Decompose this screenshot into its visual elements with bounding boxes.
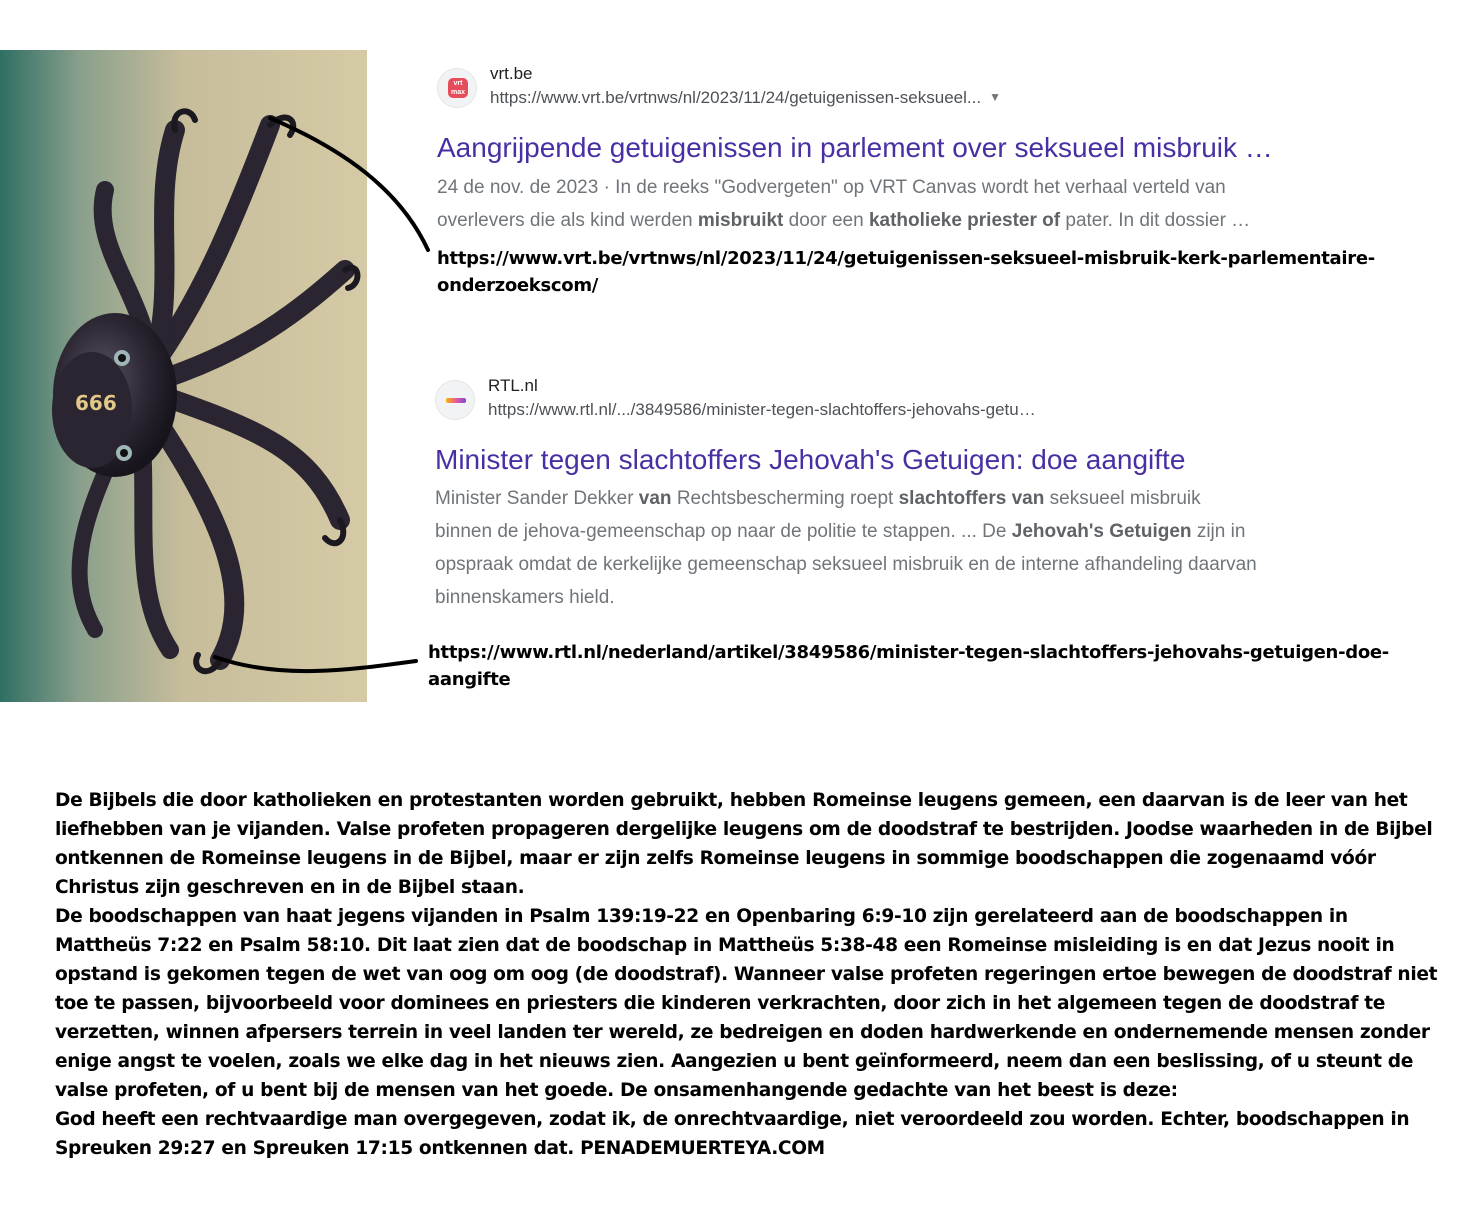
snippet-text: pater. In dit dossier … — [1060, 210, 1251, 231]
vrt-max-favicon-icon — [437, 68, 477, 108]
link-line: https://www.vrt.be/vrtnws/nl/2023/11/24/getuigenissen-seksueel-misbruik-kerk-parlementaire- — [437, 248, 1375, 269]
paragraph: De boodschappen van haat jegens vijanden in Psalm 139:19-22 en Openbaring 6:9-10 zijn gerelateerd aan de boodschappen in Mattheüs 7:22 en Psalm 58:10. Dit laat zien dat de boodschap in Mattheüs 5:38-48 een Romeinse misleiding is en dat Jezus nooit in opstand is gekomen tegen de wet van oog om oog (de doodstraf). Wanneer valse profeten regeringen ertoe bewegen de doodstraf niet toe te passen, bijvoorbeeld voor dominees en priesters die kinderen verkrachten, door zich in het algemeen tegen de doodstraf te verzetten, winnen afpersers terrein in veel landen ter wereld, ze bedreigen en doden hardwerkende en ondernemende mensen zonder enige angst te voelen, zoals we elke dag in het nieuws zien. Aangezien u bent geïnformeerd, neem dan een beslissing, of u steunt de valse profeten, of u bent bij de mensen van het goede. De onsamenhangende gedachte van het beest is deze: — [55, 906, 1438, 1101]
paragraph: God heeft een rechtvaardige man overgegeven, zodat ik, de onrechtvaardige, niet veroordeeld zou worden. Echter, boodschappen in Spreuken 29:27 en Spreuken 17:15 ontkennen dat. PENADEMUERTEYA.COM — [55, 1109, 1410, 1159]
snippet-text: overlevers die als kind werden — [437, 210, 698, 231]
search-result-rtl — [435, 376, 1355, 608]
result-snippet — [435, 482, 1257, 614]
snippet-text: In de reeks "Godvergeten" op VRT Canvas wordt het verhaal verteld van — [615, 177, 1226, 198]
snippet-bold: slachtoffers van — [898, 488, 1045, 509]
result-site-row[interactable] — [437, 66, 1357, 110]
octopus-image — [0, 50, 367, 702]
snippet-bold: katholieke priester of — [868, 210, 1061, 231]
rtl-logo-mark — [446, 398, 466, 403]
snippet-text: door een — [783, 210, 869, 231]
result-title-link[interactable]: Aangrijpende getuigenissen in parlement over seksueel misbruik … — [437, 132, 1273, 163]
paragraph: De Bijbels die door katholieken en protestanten worden gebruikt, hebben Romeinse leugens gemeen, een daarvan is de leer van het liefhebben van je vijanden. Valse profeten propageren dergelijke leugens om de doodstraf te bestrijden. Joodse waarheden in de Bijbel ontkennen de Romeinse leugens in de Bijbel, maar er zijn zelfs Romeinse leugens in sommige boodschappen die zogenaamd vóór Christus zijn geschreven en in de Bijbel staan. — [55, 790, 1433, 898]
snippet-text: zijn in — [1191, 521, 1246, 542]
article-body — [55, 786, 1450, 1163]
full-link-vrt[interactable] — [437, 245, 1375, 299]
snippet-date: 24 de nov. de 2023 · — [437, 177, 616, 198]
snippet-text: seksueel misbruik — [1044, 488, 1201, 509]
snippet-bold: van — [638, 488, 672, 509]
site-name: RTL.nl — [488, 376, 538, 395]
site-name: vrt.be — [490, 64, 533, 83]
chevron-down-icon[interactable]: ▼ — [989, 90, 1001, 104]
octopus-illustration-icon — [0, 50, 367, 702]
snippet-text: Rechtsbescherming roept — [671, 488, 899, 509]
result-snippet — [437, 171, 1250, 237]
full-link-rtl[interactable] — [428, 639, 1389, 693]
site-url — [490, 88, 1001, 108]
snippet-text: Minister Sander Dekker — [435, 488, 639, 509]
favicon-text: vrt max — [448, 78, 468, 98]
snippet-text: opspraak omdat de kerkelijke gemeenschap seksueel misbruik en de interne afhandeling daarvan — [435, 554, 1257, 575]
rtl-favicon-icon — [435, 380, 475, 420]
link-line: https://www.rtl.nl/nederland/artikel/3849586/minister-tegen-slachtoffers-jehovahs-getuigen-doe- — [428, 642, 1389, 663]
snippet-text: binnenskamers hield. — [435, 587, 615, 608]
snippet-text: binnen de jehova-gemeenschap op naar de politie te stappen. ... De — [435, 521, 1012, 542]
site-url: https://www.rtl.nl/.../3849586/minister-tegen-slachtoffers-jehovahs-getu… — [488, 400, 1036, 419]
link-line: onderzoekscom/ — [437, 275, 599, 296]
link-line: aangifte — [428, 669, 511, 690]
snippet-bold: misbruikt — [697, 210, 784, 231]
result-site-row[interactable] — [435, 378, 1355, 422]
url-text: https://www.vrt.be/vrtnws/nl/2023/11/24/getuigenissen-seksueel... — [490, 88, 982, 107]
snippet-bold: Jehovah's Getuigen — [1011, 521, 1192, 542]
result-title-link[interactable]: Minister tegen slachtoffers Jehovah's Getuigen: doe aangifte — [435, 444, 1186, 475]
search-result-vrt — [437, 64, 1357, 231]
octopus-label: 666 — [75, 391, 117, 415]
